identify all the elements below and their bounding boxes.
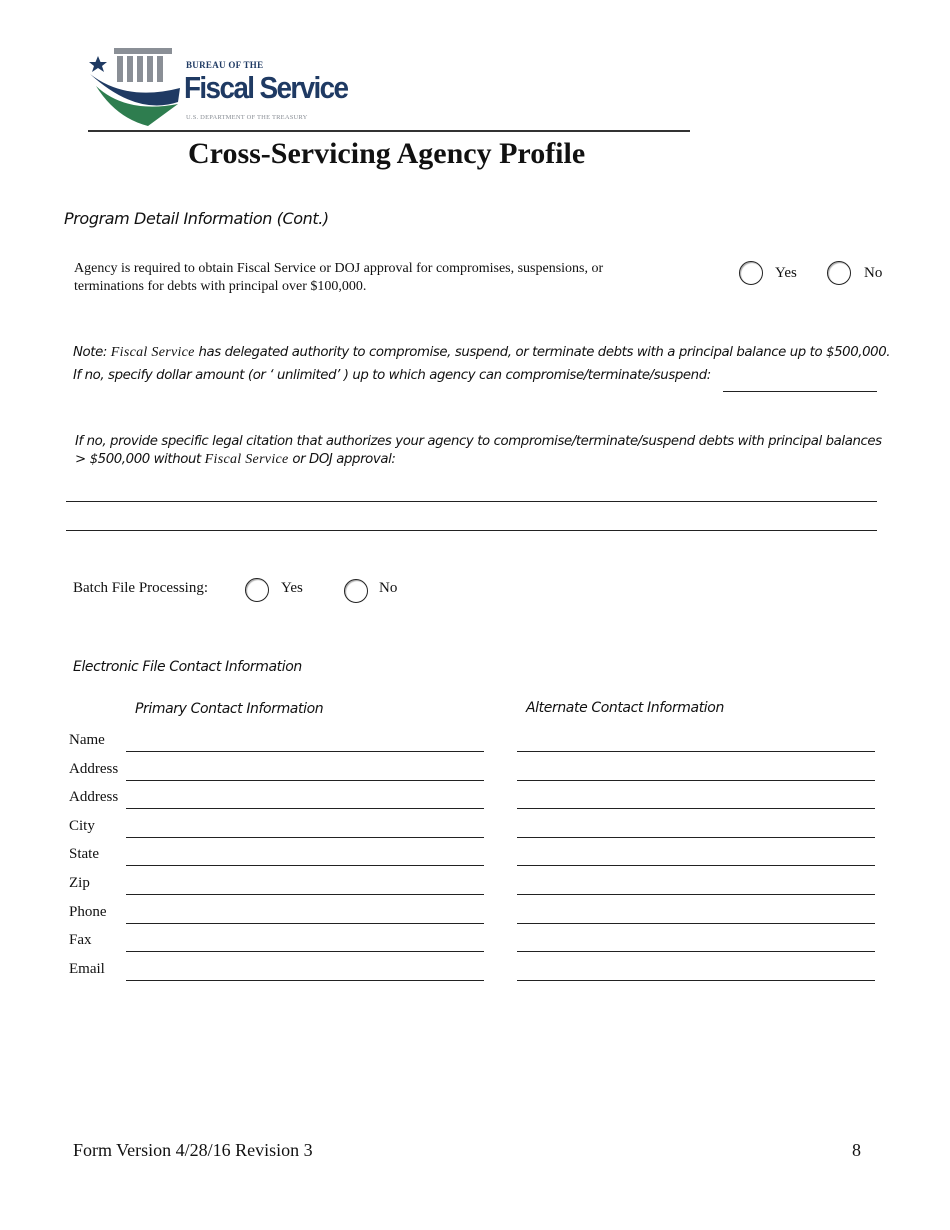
citation-line-2-post: or DOJ approval: bbox=[288, 452, 396, 467]
batch-yes-radio[interactable] bbox=[245, 578, 269, 602]
primary-contact-field[interactable] bbox=[126, 780, 484, 781]
note-rest: has delegated authority to compromise, suspend, or terminate debts with a principal balance up to $500,000. bbox=[194, 345, 891, 360]
logo-bureau-text: BUREAU OF THE bbox=[186, 60, 264, 70]
approval-no-label: No bbox=[864, 265, 883, 281]
batch-no-radio[interactable] bbox=[344, 579, 368, 603]
contact-field-label: Address bbox=[69, 789, 119, 806]
alternate-contact-field[interactable] bbox=[517, 837, 875, 838]
alternate-contact-field[interactable] bbox=[517, 980, 875, 981]
alternate-contact-field[interactable] bbox=[517, 923, 875, 924]
note-prefix: Note: bbox=[73, 345, 111, 360]
alternate-contact-field[interactable] bbox=[517, 751, 875, 752]
approval-line-1: Agency is required to obtain Fiscal Service or DOJ approval for compromises, suspensions, or bbox=[74, 261, 604, 276]
citation-question bbox=[75, 433, 882, 469]
primary-contact-heading: Primary Contact Information bbox=[135, 701, 324, 717]
alternate-contact-field[interactable] bbox=[517, 808, 875, 809]
primary-contact-field[interactable] bbox=[126, 837, 484, 838]
logo-treasury-text: U.S. DEPARTMENT OF THE TREASURY bbox=[186, 114, 308, 121]
section-heading: Program Detail Information (Cont.) bbox=[64, 209, 329, 228]
citation-fiscal-service: Fiscal Service bbox=[204, 452, 289, 467]
approval-question bbox=[74, 260, 714, 296]
alternate-contact-field[interactable] bbox=[517, 951, 875, 952]
primary-contact-field[interactable] bbox=[126, 751, 484, 752]
contact-field-label: Address bbox=[69, 760, 119, 777]
alternate-contact-field[interactable] bbox=[517, 865, 875, 866]
citation-line-2 bbox=[75, 451, 882, 469]
dollar-amount-field[interactable] bbox=[723, 391, 877, 392]
primary-contact-field[interactable] bbox=[126, 980, 484, 981]
note-amount-question: If no, specify dollar amount (or ‘ unlimited’ ) up to which agency can compromise/terminate/suspend: bbox=[73, 368, 711, 383]
logo-fiscal-service-text: Fiscal Service bbox=[184, 70, 348, 105]
primary-contact-field[interactable] bbox=[126, 865, 484, 866]
note-fiscal-service: Fiscal Service bbox=[110, 345, 195, 360]
primary-contact-field[interactable] bbox=[126, 894, 484, 895]
primary-contact-field[interactable] bbox=[126, 923, 484, 924]
page-number: 8 bbox=[852, 1140, 861, 1160]
batch-yes-label: Yes bbox=[281, 580, 303, 596]
header-rule bbox=[88, 130, 690, 132]
batch-no-label: No bbox=[379, 580, 398, 596]
electronic-contact-heading: Electronic File Contact Information bbox=[73, 659, 302, 675]
footer-version: Form Version 4/28/16 Revision 3 bbox=[73, 1140, 313, 1160]
citation-field-line-2[interactable] bbox=[66, 530, 877, 531]
note-text bbox=[73, 345, 890, 361]
alternate-contact-field[interactable] bbox=[517, 894, 875, 895]
approval-line-2: terminations for debts with principal over $100,000. bbox=[74, 279, 367, 294]
contact-field-label: Fax bbox=[69, 932, 92, 949]
contact-field-label: Phone bbox=[69, 903, 107, 920]
page-title: Cross-Servicing Agency Profile bbox=[188, 137, 586, 170]
batch-label: Batch File Processing: bbox=[73, 580, 208, 596]
fiscal-service-logo bbox=[86, 44, 356, 128]
citation-field-line-1[interactable] bbox=[66, 501, 877, 502]
approval-yes-radio[interactable] bbox=[739, 261, 763, 285]
contact-field-label: City bbox=[69, 817, 95, 834]
contact-field-label: Email bbox=[69, 960, 105, 977]
contact-field-label: State bbox=[69, 846, 99, 863]
citation-line-1: If no, provide specific legal citation that authorizes your agency to compromise/terminate/suspend debts with principal balances bbox=[75, 434, 882, 449]
building-emblem-icon bbox=[86, 44, 182, 128]
approval-yes-label: Yes bbox=[775, 265, 797, 281]
primary-contact-field[interactable] bbox=[126, 808, 484, 809]
alternate-contact-field[interactable] bbox=[517, 780, 875, 781]
citation-line-2-pre: > $500,000 without bbox=[75, 452, 205, 467]
contact-field-label: Zip bbox=[69, 875, 90, 891]
approval-no-radio[interactable] bbox=[827, 261, 851, 285]
alternate-contact-heading: Alternate Contact Information bbox=[526, 700, 724, 716]
primary-contact-field[interactable] bbox=[126, 951, 484, 952]
contact-field-label: Name bbox=[69, 732, 105, 748]
